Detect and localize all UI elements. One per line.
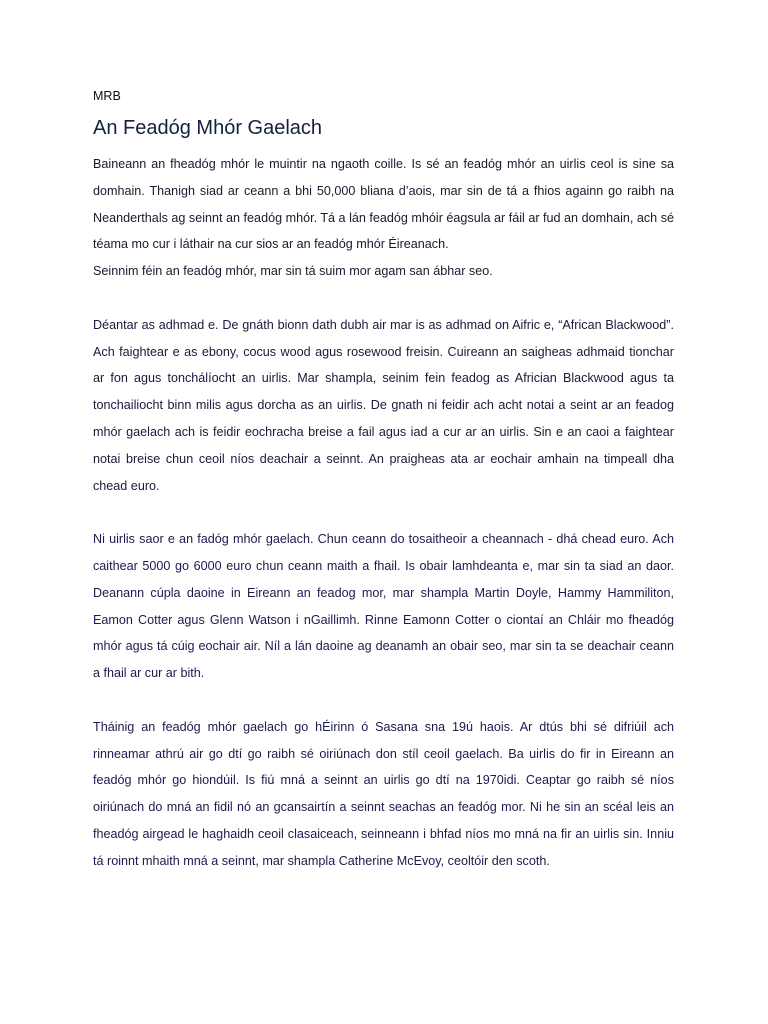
author-initials: MRB — [93, 89, 121, 103]
paragraph-spacer — [93, 285, 674, 312]
paragraph-makers: Ni uirlis saor e an fadóg mhór gaelach. Chun ceann do tosaitheoir a cheannach - dhá chead euro. Ach caithear 5000 go 6000 euro chun ceann maith a fhail. Is obair lamhdeanta e, mar sin ta siad an daor. Deanann cúpla daoine in Eireann an feadog mor, mar shampla Martin Doyle, Hammy Hammiliton, Eamon Cotter agus Glenn Watson i nGaillimh. Rinne Eamonn Cotter o ciontaí an Chláir mo fheadóg mhór agus tá cúig eochair air. Níl a lán daoine ag deanamh an obair seo, mar sin ta se deachair ceann a fhail ar cur ar bith. — [93, 532, 674, 681]
paragraph-materials: Déantar as adhmad e. De gnáth bionn dath dubh air mar is as adhmad on Aifric e, “African Blackwood”. Ach faightear e as ebony, cocus wood agus rosewood freisin. Cuireann an saigheas adhmaid tionchar ar fon agus tonchálíocht an uirlis. Mar shampla, seinim fein feadog as Africian Blackwood agus ta tonchailiocht binn milis agus dorcha as an uirlis. De gnath ni feidir ach acht notai a seint ar an feadog mhór gaelach ach is feidir eochracha breise a fail agus iad a cur ar an uirlis. Sin e an caoi a faightear notai breise chun ceoil níos deachair a seinnt. An praigheas ata ar eochair amhain na timpeall dha chead euro. — [93, 317, 674, 493]
document-title: An Feadóg Mhór Gaelach — [93, 117, 323, 139]
paragraph-spacer — [93, 687, 674, 714]
paragraph-personal-note: Seinnim féin an feadóg mhór, mar sin tá suim mor agam san ábhar seo. — [93, 264, 493, 279]
paragraph-spacer — [93, 499, 674, 526]
paragraph-history: Tháinig an feadóg mhór gaelach go hÉirinn ó Sasana sna 19ú haois. Ar dtús bhi sé difriúil ach rinneamar athrú air go dtí go raibh sé oiriúnach don stíl ceoil gaelach. Ba uirlis do fir in Eireann an feadóg mhór go hiondúil. Is fiú mná a seinnt an uirlis go dtí na 1970idi. Ceaptar go raibh sé níos oiriúnach do mná an fidil nó an gcansairtín a seinnt seachas an feadóg mor. Ni he sin an scéal leis an fheadóg airgead le haghaidh ceoil clasaiceach, seinneann i bhfad níos mo mná na fir an uirlis sin. Inniu tá roinnt mhaith mná a seinnt, mar shampla Catherine McEvoy, ceoltóir den scoth. — [93, 719, 674, 868]
paragraph-intro: Baineann an fheadóg mhór le muintir na ngaoth coille. Is sé an feadóg mhór an uirlis ceol is sine sa domhain. Thanigh siad ar ceann a bhi 50,000 bliana d’aois, mar sin de tá a fhios againn go raibh na Neanderthals ag seinnt an feadóg mhór. Tá a lán feadóg mhóir éagsula ar fáil ar fud an domhain, ach sé téama mo cur i láthair na cur sios ar an feadóg mhór Éireanach. — [93, 157, 674, 252]
document-page — [93, 86, 674, 875]
